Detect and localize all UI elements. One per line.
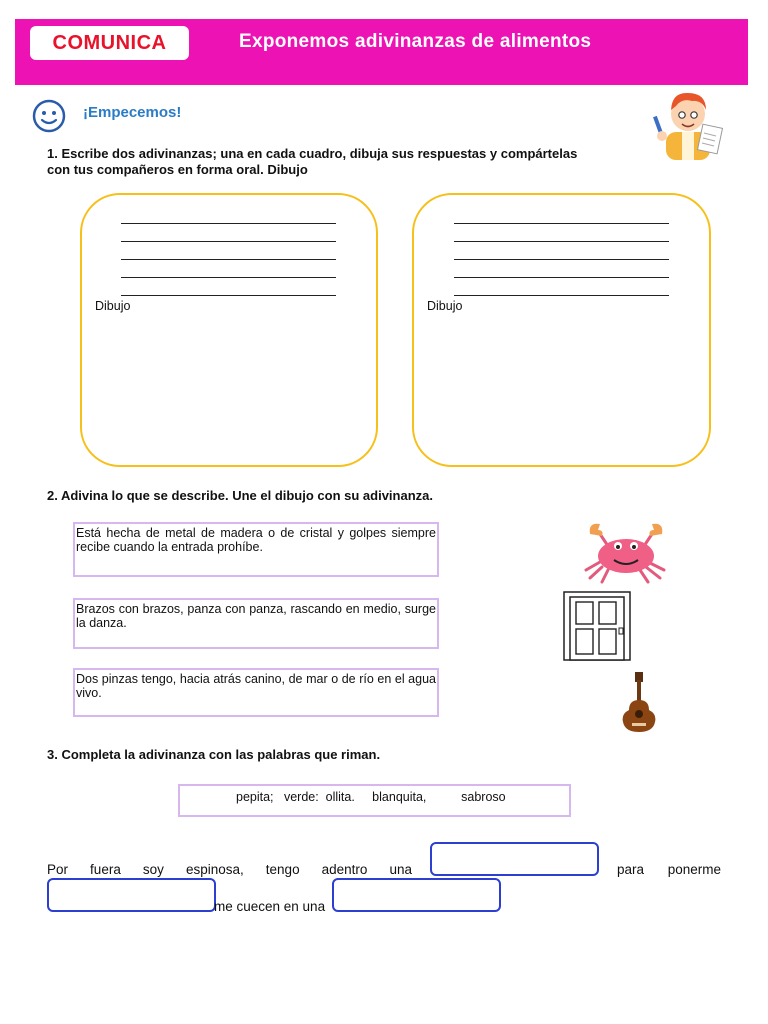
- answer-blank-3[interactable]: [332, 878, 501, 912]
- word-bank-text: pepita; verde: ollita. blanquita, sabroso: [236, 790, 506, 804]
- door-illustration[interactable]: [562, 590, 632, 662]
- writing-line: [121, 223, 336, 224]
- answer-blank-1[interactable]: [430, 842, 599, 876]
- question-1-line-2: con tus compañeros en forma oral. Dibujo: [47, 162, 308, 177]
- drawing-label: Dibujo: [95, 299, 131, 313]
- crab-illustration[interactable]: [578, 520, 676, 584]
- answer-blank-2[interactable]: [47, 878, 216, 912]
- writing-line: [454, 241, 669, 242]
- writing-line: [121, 295, 336, 296]
- riddle-box-3: Dos pinzas tengo, hacia atrás canino, de mar o de río en el agua vivo.: [73, 668, 439, 717]
- guitar-illustration[interactable]: [619, 670, 659, 734]
- sentence-part-3: me cuecen en una: [214, 899, 326, 914]
- subject-badge: COMUNICA: [30, 26, 189, 60]
- writing-line: [454, 295, 669, 296]
- sentence-part-2: para ponerme: [617, 862, 721, 877]
- writing-line: [121, 277, 336, 278]
- riddle-box-1: Está hecha de metal de madera o de cristal y golpes siempre recibe cuando la entrada prohíbe.: [73, 522, 439, 577]
- drawing-label: Dibujo: [427, 299, 463, 313]
- question-1-line-1: 1. Escribe dos adivinanzas; una en cada cuadro, dibuja sus respuestas y compártelas: [47, 146, 578, 161]
- page-title: Exponemos adivinanzas de alimentos: [239, 31, 592, 52]
- question-3: 3. Completa la adivinanza con las palabras que riman.: [47, 747, 381, 762]
- writing-line: [454, 277, 669, 278]
- section-heading: ¡Empecemos!: [83, 104, 182, 121]
- riddle-box-2: Brazos con brazos, panza con panza, rascando en medio, surge la danza.: [73, 598, 439, 649]
- word-bank: [178, 784, 571, 817]
- question-2: 2. Adivina lo que se describe. Une el dibujo con su adivinanza.: [47, 488, 434, 503]
- question-1: [47, 146, 737, 178]
- writing-line: [121, 241, 336, 242]
- writing-line: [454, 223, 669, 224]
- riddle-card-left[interactable]: [80, 193, 378, 467]
- riddle-card-right[interactable]: [412, 193, 711, 467]
- writing-line: [121, 259, 336, 260]
- writing-line: [454, 259, 669, 260]
- smiley-icon: [32, 99, 66, 133]
- sentence-part-1: Por fuera soy espinosa, tengo adentro una: [47, 862, 412, 877]
